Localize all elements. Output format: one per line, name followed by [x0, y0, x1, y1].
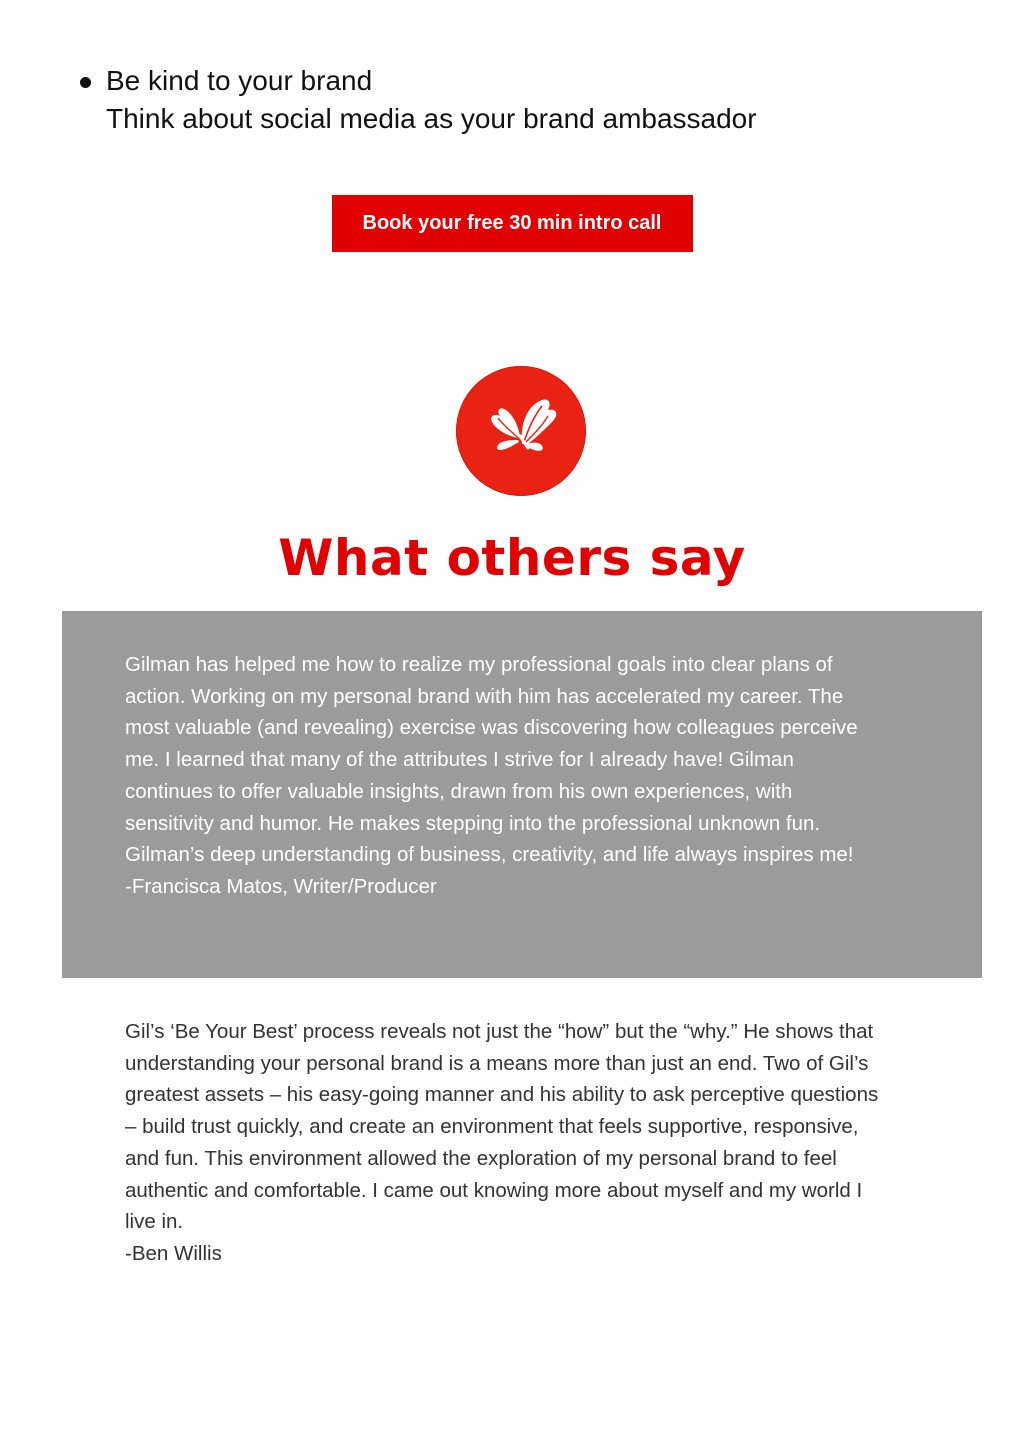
- logo: [456, 366, 586, 496]
- bullet-title: Be kind to your brand: [106, 65, 373, 96]
- section-title: What others say: [278, 529, 746, 587]
- butterfly-icon: [456, 366, 586, 496]
- quote-line: understanding your personal brand is a means more than just an end. Two of Gil’s: [125, 1051, 869, 1075]
- quote-line: sensitivity and humor. He makes stepping into the professional unknown fun.: [125, 811, 821, 835]
- cta-container: [0, 195, 1024, 252]
- bullet-list: [80, 62, 960, 138]
- testimonial-quote: [125, 1016, 925, 1270]
- quote-line: Gilman’s deep understanding of business, creativity, and life always inspires me!: [125, 843, 854, 867]
- book-intro-call-button[interactable]: Book your free 30 min intro call: [332, 195, 693, 252]
- testimonial-author: -Francisca Matos, Writer/Producer: [125, 874, 437, 898]
- quote-line: authentic and comfortable. I came out knowing more about myself and my world I: [125, 1178, 863, 1202]
- list-item: [80, 62, 960, 138]
- quote-line: Gilman has helped me how to realize my professional goals into clear plans of: [125, 653, 833, 676]
- bullet-dot-icon: [80, 77, 91, 88]
- quote-line: me. I learned that many of the attributes I strive for I already have! Gilman: [125, 748, 794, 772]
- quote-line: most valuable (and revealing) exercise was discovering how colleagues perceive: [125, 716, 858, 740]
- bullet-body: Think about social media as your brand ambassador: [106, 103, 757, 134]
- quote-line: live in.: [125, 1210, 184, 1234]
- testimonial-quote: [125, 649, 925, 903]
- quote-line: Gil’s ‘Be Your Best’ process reveals not just the “how” but the “why.” He shows that: [125, 1020, 874, 1043]
- quote-line: continues to offer valuable insights, drawn from his own experiences, with: [125, 779, 793, 803]
- quote-line: and fun. This environment allowed the exploration of my personal brand to feel: [125, 1146, 837, 1170]
- quote-line: – build trust quickly, and create an environment that feels supportive, responsive,: [125, 1115, 859, 1139]
- testimonial-card: [62, 611, 982, 978]
- quote-line: action. Working on my personal brand with him has accelerated my career. The: [125, 684, 844, 708]
- testimonial-author: -Ben Willis: [125, 1241, 222, 1265]
- quote-line: greatest assets – his easy-going manner and his ability to ask perceptive questions: [125, 1083, 879, 1107]
